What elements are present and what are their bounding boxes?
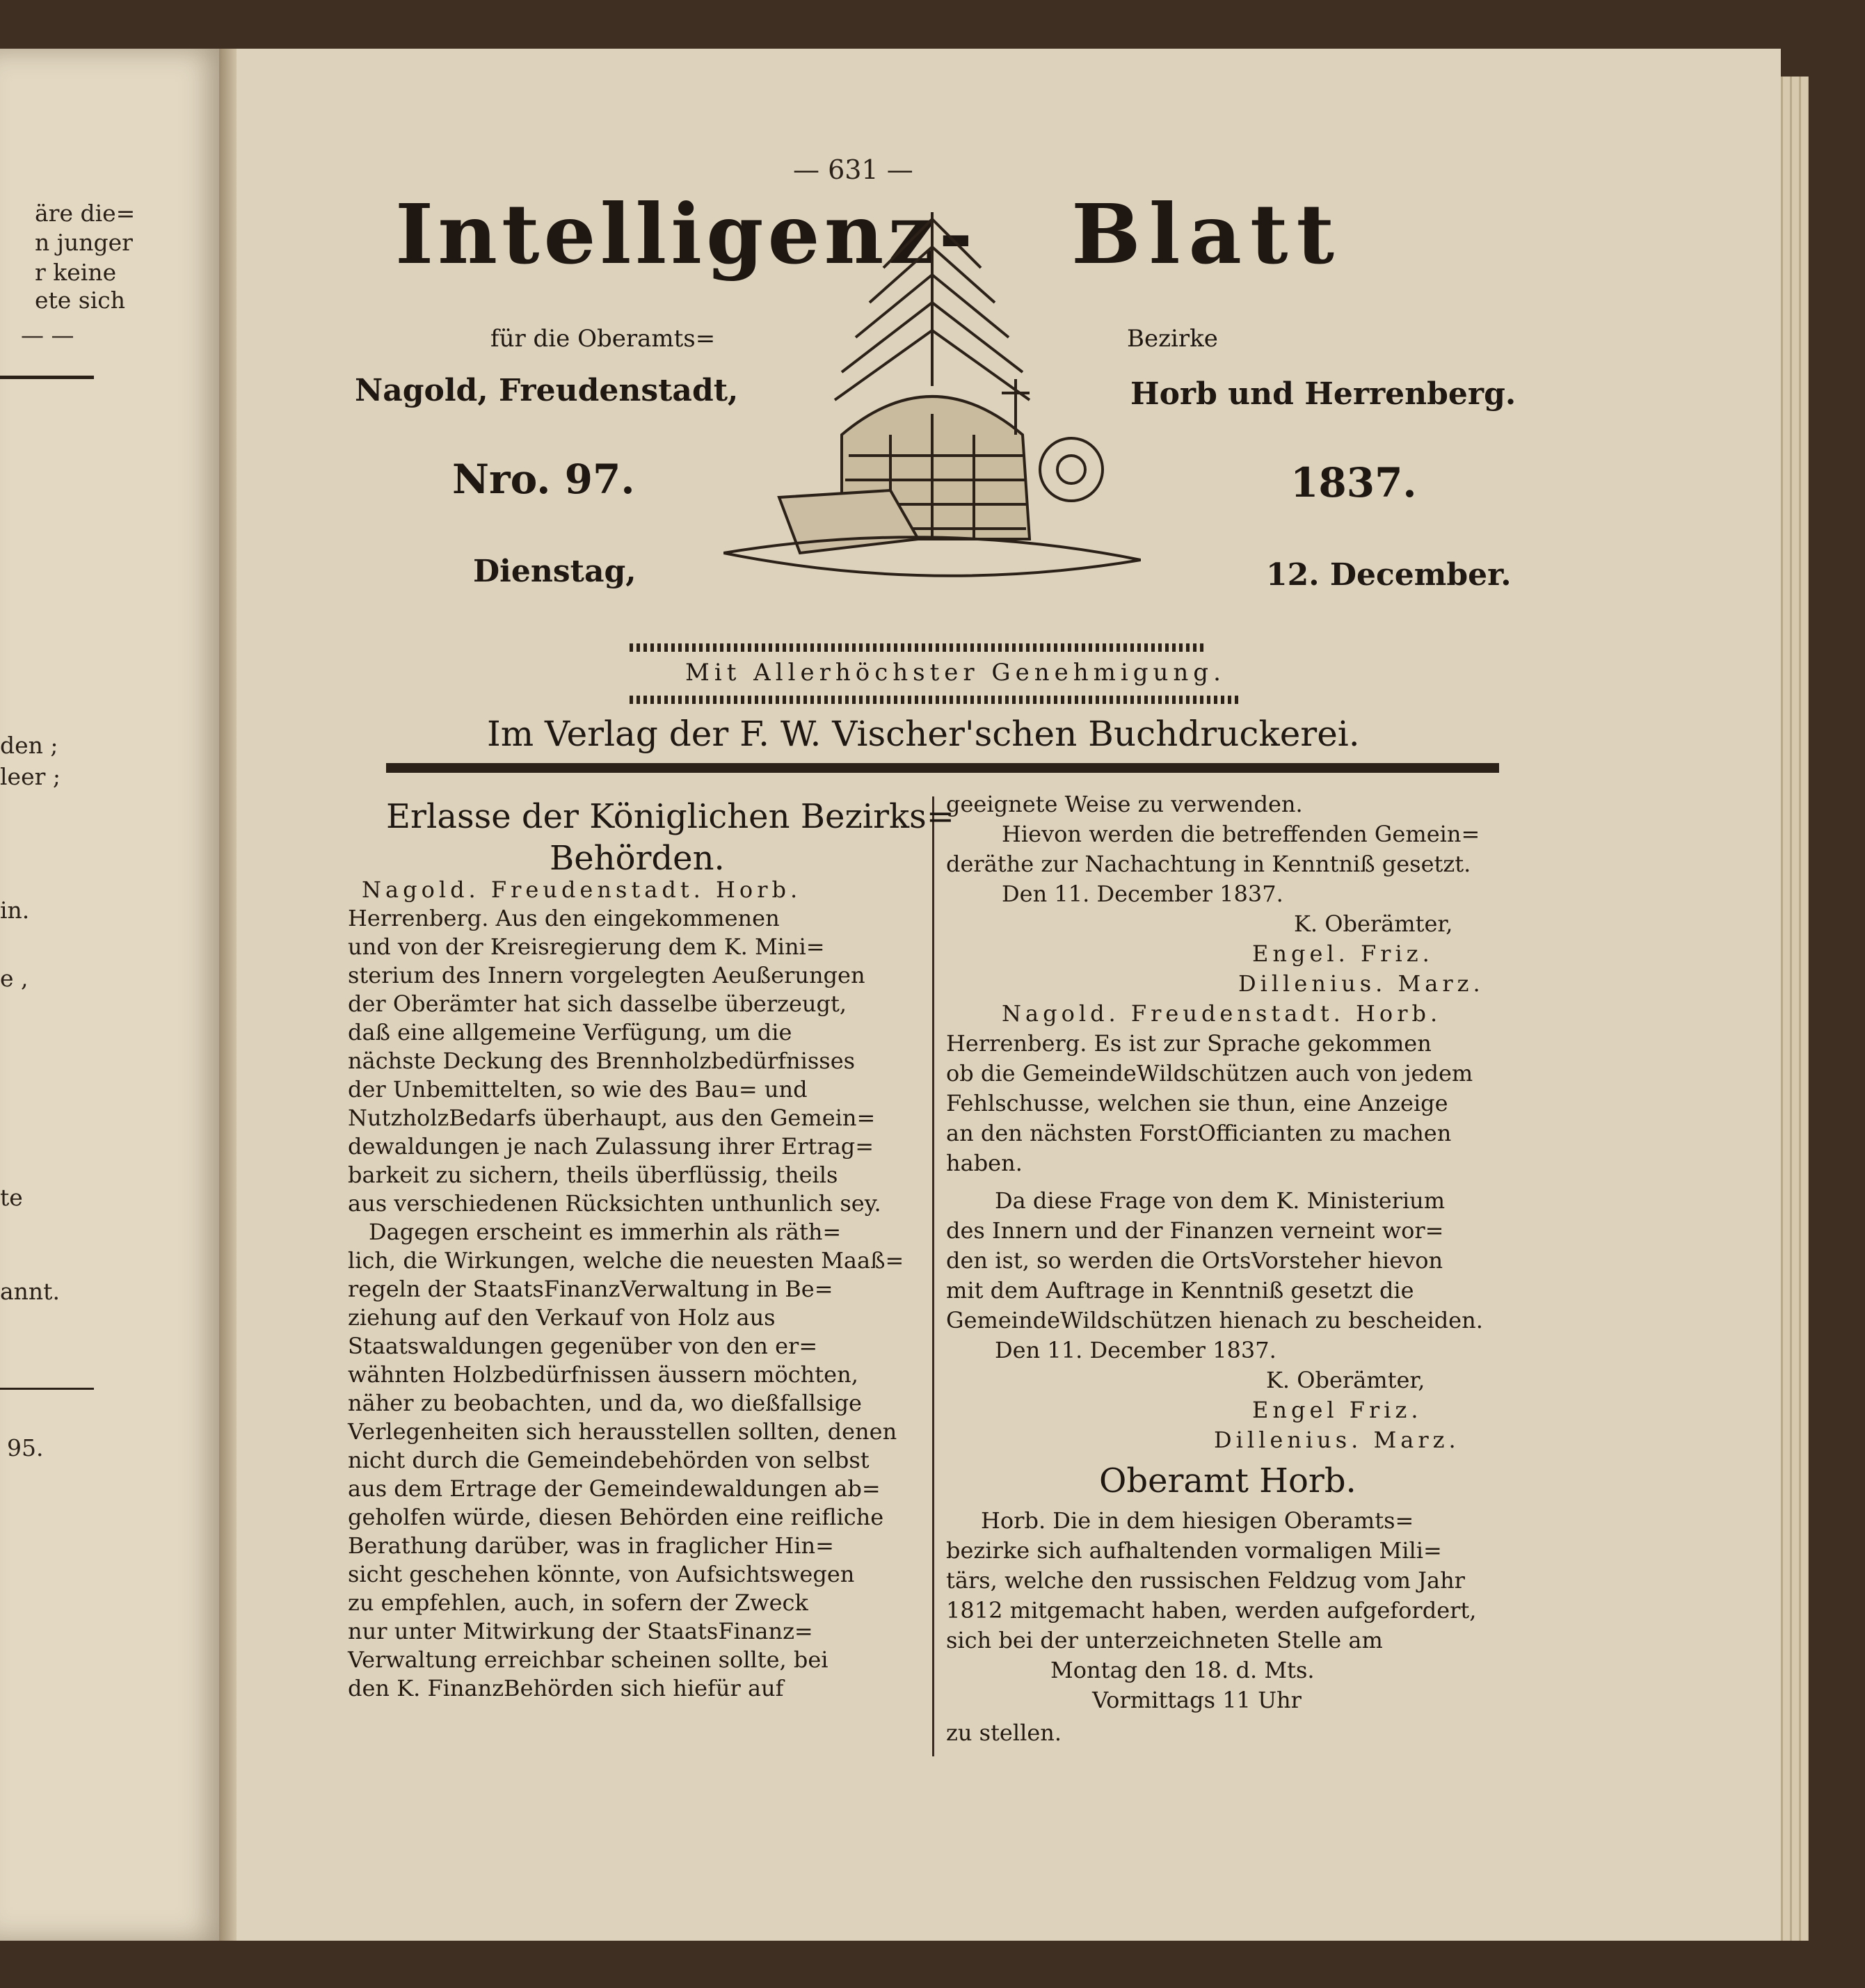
left-fragment: te xyxy=(0,1184,23,1211)
text-line: Engel. Friz. xyxy=(1252,940,1434,967)
text-line: aus dem Ertrage der Gemeindewaldungen ab= xyxy=(348,1475,881,1502)
fir-tree-emblem-icon xyxy=(723,205,1141,595)
section-heading-oberamt-horb: Oberamt Horb. xyxy=(1099,1461,1356,1500)
issue-number: Nro. 97. xyxy=(452,456,635,503)
text-line: GemeindeWildschützen hienach zu bescheiden. xyxy=(946,1307,1483,1333)
text-line: sicht geschehen könnte, von Aufsichtswegen xyxy=(348,1561,855,1587)
text-line: nur unter Mitwirkung der StaatsFinanz= xyxy=(348,1618,813,1644)
issue-weekday: Dienstag, xyxy=(473,554,637,589)
text-line: Dillenius. Marz. xyxy=(1214,1427,1460,1453)
text-line: Horb. Die in dem hiesigen Oberamts= xyxy=(981,1507,1414,1534)
left-rule xyxy=(0,376,94,379)
left-fragment: leer ; xyxy=(0,763,61,790)
left-fragment: 95. xyxy=(7,1434,44,1461)
text-line: daß eine allgemeine Verfügung, um die xyxy=(348,1019,792,1045)
text-line: Nagold. Freudenstadt. Horb. xyxy=(1002,1000,1442,1027)
text-line: NutzholzBedarfs überhaupt, aus den Gemein= xyxy=(348,1105,876,1131)
text-line: Fehlschusse, welchen sie thun, eine Anzeige xyxy=(946,1090,1448,1116)
text-line: wähnten Holzbedürfnissen äussern möchten, xyxy=(348,1361,858,1388)
text-line: zu stellen. xyxy=(946,1720,1062,1746)
text-line: tärs, welche den russischen Feldzug vom Jahr xyxy=(946,1567,1465,1594)
text-line: Staatswaldungen gegenüber von den er= xyxy=(348,1333,818,1359)
left-fragment: n junger xyxy=(35,229,133,256)
text-line: lich, die Wirkungen, welche die neuesten Maaß= xyxy=(348,1247,904,1274)
approval-line: Mit Allerhöchster Genehmigung. xyxy=(685,659,1226,687)
text-line: Verlegenheiten sich herausstellen sollten, denen xyxy=(348,1418,897,1445)
text-line: Hievon werden die betreffenden Gemein= xyxy=(1002,821,1480,847)
text-line: K. Oberämter, xyxy=(1266,1367,1425,1393)
text-line: Herrenberg. Es ist zur Sprache gekommen xyxy=(946,1030,1432,1057)
text-line: an den nächsten ForstOfficianten zu machen xyxy=(946,1120,1452,1146)
issue-year: 1837. xyxy=(1290,459,1417,506)
text-line: geholfen würde, diesen Behörden eine reifliche xyxy=(348,1504,884,1530)
text-line: ob die GemeindeWildschützen auch von jedem xyxy=(946,1060,1473,1087)
text-line: nicht durch die Gemeindebehörden von selbst xyxy=(348,1447,870,1473)
text-line: näher zu beobachten, und da, wo dießfallsige xyxy=(348,1390,862,1416)
left-rule xyxy=(0,1388,94,1390)
text-line: den K. FinanzBehörden sich hiefür auf xyxy=(348,1675,784,1701)
text-line: bezirke sich aufhaltenden vormaligen Mili= xyxy=(946,1537,1442,1564)
page-number: — 631 — xyxy=(793,154,913,185)
text-line: ziehung auf den Verkauf von Holz aus xyxy=(348,1304,776,1331)
wavy-rule xyxy=(630,696,1242,704)
section-heading-line: Behörden. xyxy=(550,839,725,878)
places-left: Nagold, Freudenstadt, xyxy=(355,373,739,408)
subtitle-left: für die Oberamts= xyxy=(490,325,716,353)
text-line: dewaldungen je nach Zulassung ihrer Ertrag= xyxy=(348,1133,874,1160)
text-line: mit dem Auftrage in Kenntniß gesetzt die xyxy=(946,1277,1414,1304)
left-fragment: den ; xyxy=(0,732,58,759)
text-line: Verwaltung erreichbar scheinen sollte, bei xyxy=(348,1646,829,1673)
text-line: 1812 mitgemacht haben, werden aufgefordert, xyxy=(946,1597,1477,1624)
text-line: Montag den 18. d. Mts. xyxy=(1050,1657,1315,1683)
section-heading-line: Erlasse der Königlichen Bezirks= xyxy=(386,797,954,836)
text-line: K. Oberämter, xyxy=(1294,911,1453,937)
left-fragment: r keine xyxy=(35,259,117,286)
text-line: den ist, so werden die OrtsVorsteher hievon xyxy=(946,1247,1443,1274)
text-line: sterium des Innern vorgelegten Aeußerungen xyxy=(348,962,865,988)
subtitle-right: Bezirke xyxy=(1127,325,1218,353)
text-line: Da diese Frage von dem K. Ministerium xyxy=(995,1187,1446,1214)
text-line: Berathung darüber, was in fraglicher Hin= xyxy=(348,1532,834,1559)
text-line: geeignete Weise zu verwenden. xyxy=(946,791,1303,817)
wavy-rule xyxy=(630,643,1207,652)
left-fragment: e , xyxy=(0,965,29,992)
left-page xyxy=(0,49,230,1941)
left-fragment: in. xyxy=(0,897,30,924)
text-line: haben. xyxy=(946,1150,1023,1176)
masthead-title-right: Blatt xyxy=(1071,186,1343,282)
text-line: Nagold. Freudenstadt. Horb. xyxy=(362,876,802,903)
text-line: der Unbemittelten, so wie des Bau= und xyxy=(348,1076,808,1103)
left-fragment: — — xyxy=(21,321,74,348)
masthead-title-left: Intelligenz- xyxy=(395,186,977,282)
text-line: Vormittags 11 Uhr xyxy=(1092,1687,1302,1713)
text-line: Engel Friz. xyxy=(1252,1397,1423,1423)
text-line: Dillenius. Marz. xyxy=(1238,970,1484,997)
left-fragment: annt. xyxy=(0,1278,60,1305)
text-line: der Oberämter hat sich dasselbe überzeugt, xyxy=(348,991,847,1017)
text-line: regeln der StaatsFinanzVerwaltung in Be= xyxy=(348,1276,833,1302)
text-line: deräthe zur Nachachtung in Kenntniß gesetzt. xyxy=(946,851,1471,877)
left-fragment: ete sich xyxy=(35,287,126,314)
text-line: zu empfehlen, auch, in sofern der Zweck xyxy=(348,1589,808,1616)
text-line: sich bei der unterzeichneten Stelle am xyxy=(946,1627,1383,1653)
text-line: nächste Deckung des Brennholzbedürfnisses xyxy=(348,1048,856,1074)
text-line: des Innern und der Finanzen verneint wor= xyxy=(946,1217,1444,1244)
header-thick-rule xyxy=(386,763,1499,773)
places-right: Horb und Herrenberg. xyxy=(1130,376,1516,412)
text-line: aus verschiedenen Rücksichten unthunlich sey. xyxy=(348,1190,881,1217)
text-line: barkeit zu sichern, theils überflüssig, theils xyxy=(348,1162,838,1188)
text-line: Den 11. December 1837. xyxy=(995,1337,1276,1363)
issue-date: 12. December. xyxy=(1266,557,1512,593)
left-fragment: äre die= xyxy=(35,200,136,227)
publisher-line: Im Verlag der F. W. Vischer'schen Buchdruckerei. xyxy=(487,714,1360,754)
text-line: Dagegen erscheint es immerhin als räth= xyxy=(369,1219,842,1245)
column-divider xyxy=(932,796,934,1756)
text-line: Den 11. December 1837. xyxy=(1002,881,1283,907)
text-line: Herrenberg. Aus den eingekommenen xyxy=(348,905,780,931)
text-line: und von der Kreisregierung dem K. Mini= xyxy=(348,933,825,960)
